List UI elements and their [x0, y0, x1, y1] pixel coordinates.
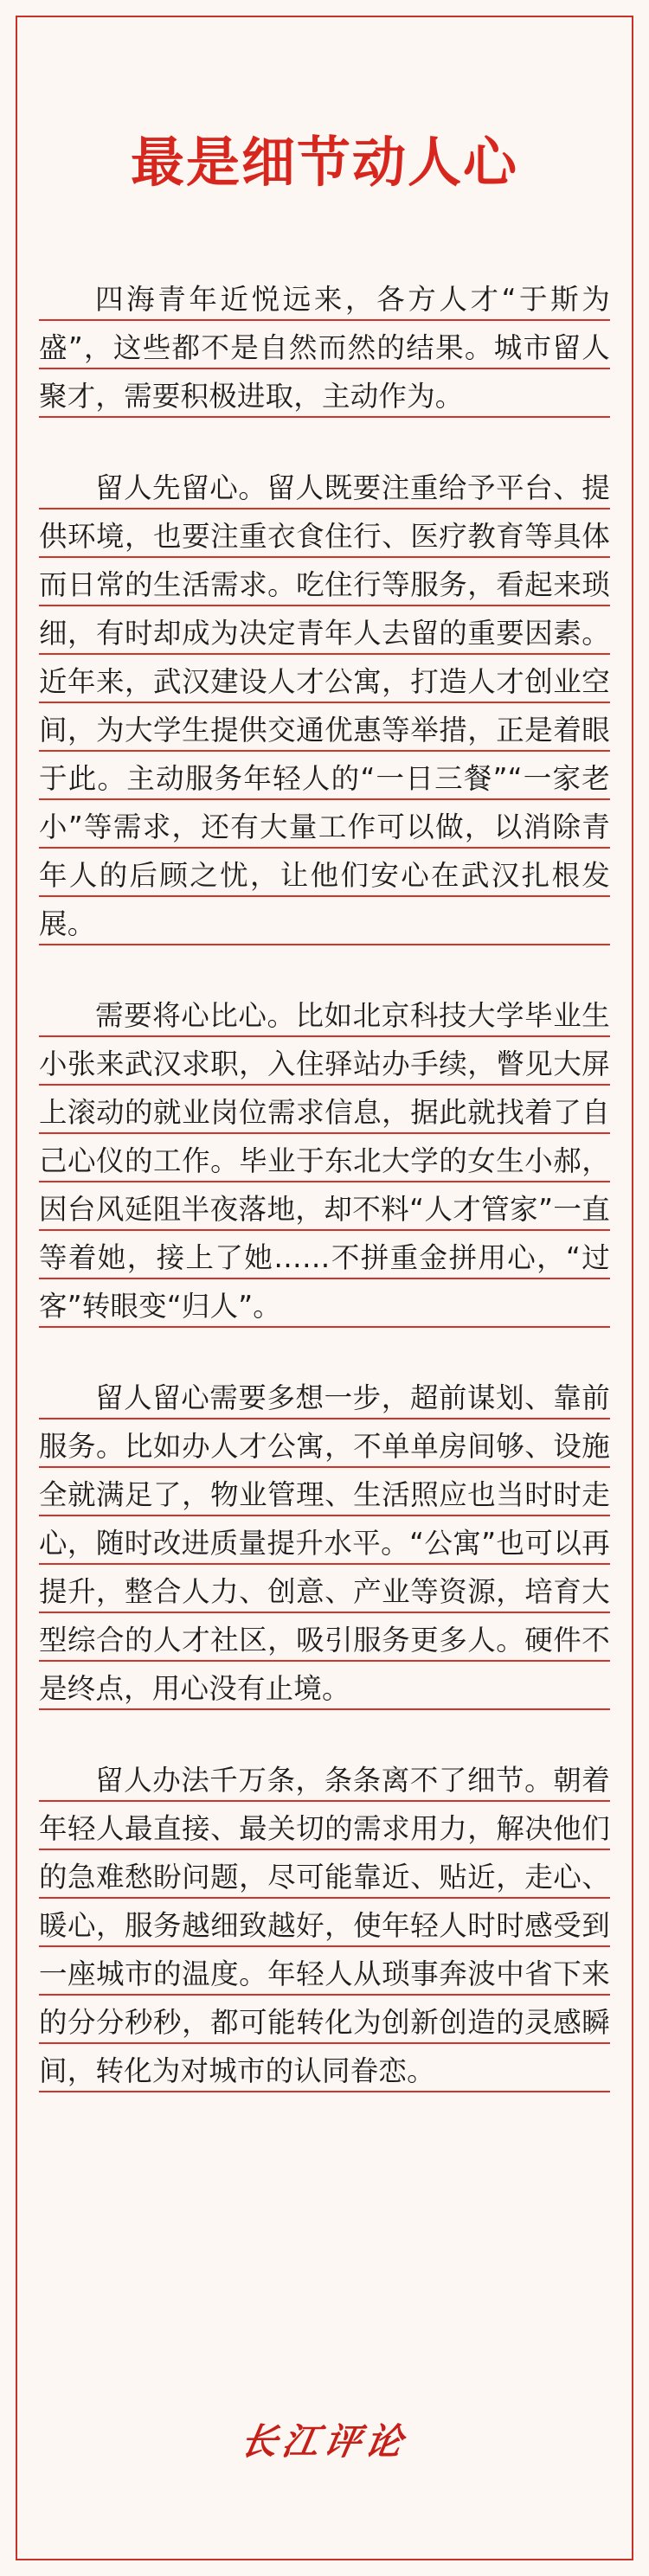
- paragraph-1: 四海青年近悦远来，各方人才“于斯为盛”，这些都不是自然而然的结果。城市留人聚才，需要积极进取，主动作为。: [39, 275, 610, 420]
- column-signature-logo: 长江评论: [237, 2420, 411, 2463]
- paragraph-4: 留人留心需要多想一步，超前谋划、靠前服务。比如办人才公寓，不单单房间够、设施全就满足了，物业管理、生活照应也当时时走心，随时改进质量提升水平。“公寓”也可以再提升，整合人力、创意、产业等资源，培育大型综合的人才社区，吸引服务更多人。硬件不是终点，用心没有止境。: [39, 1374, 610, 1713]
- article-body: [39, 275, 610, 2138]
- paragraph-5: 留人办法千万条，条条离不了细节。朝着年轻人最直接、最关切的需求用力，解决他们的急难愁盼问题，尽可能靠近、贴近，走心、暖心，服务越细致越好，使年轻人时时感受到一座城市的温度。年轻人从琐事奔波中省下来的分分秒秒，都可能转化为创新创造的灵感瞬间，转化为对城市的认同眷恋。: [39, 1756, 610, 2095]
- article-title: 最是细节动人心: [130, 131, 518, 194]
- paragraph-2: 留人先留心。留人既要注重给予平台、提供环境，也要注重衣食住行、医疗教育等具体而日常的生活需求。吃住行等服务，看起来琐细，有时却成为决定青年人去留的重要因素。近年来，武汉建设人才公寓，打造人才创业空间，为大学生提供交通优惠等举措，正是着眼于此。主动服务年轻人的“一日三餐”“一家老小”等需求，还有大量工作可以做，以消除青年人的后顾之忧，让他们安心在武汉扎根发展。: [39, 464, 610, 948]
- paragraph-3: 需要将心比心。比如北京科技大学毕业生小张来武汉求职，入住驿站办手续，瞥见大屏上滚动的就业岗位需求信息，据此就找着了自己心仪的工作。毕业于东北大学的女生小郝，因台风延阻半夜落地，却不料“人才管家”一直等着她，接上了她……不拼重金拼用心，“过客”转眼变“归人”。: [39, 991, 610, 1330]
